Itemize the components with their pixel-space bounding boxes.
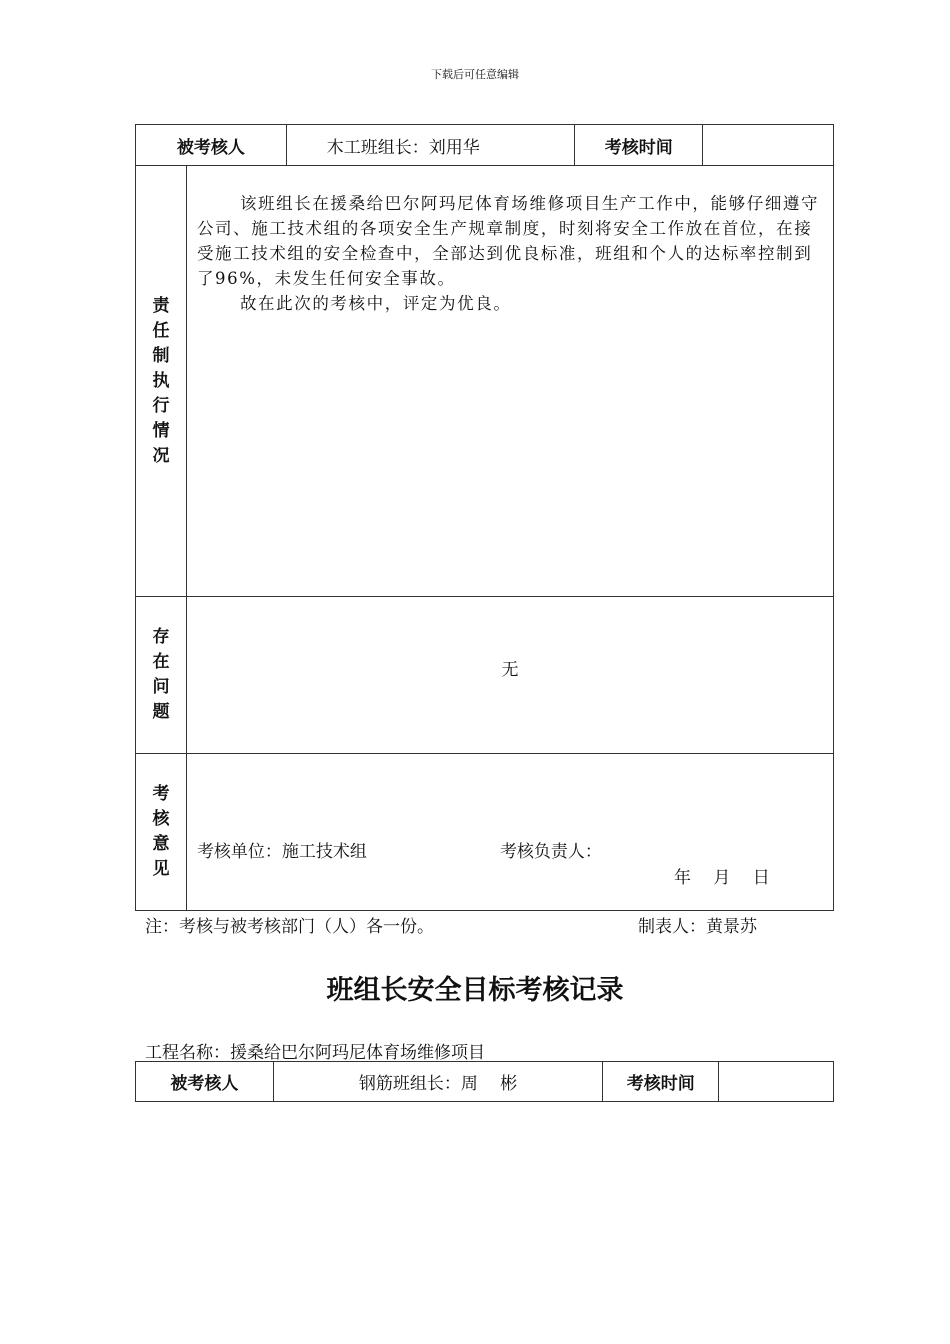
responsibility-paragraph-1: 该班组长在援桑给巴尔阿玛尼体育场维修项目生产工作中，能够仔细遵守公司、施工技术组的各项安全生产规章制度，时刻将安全工作放在首位，在接受施工技术组的安全检查中，全部达到优良标准，班组和个人的达标率控制到了96%，未发生任何安全事故。 — [196, 194, 820, 288]
assessment-table-2 — [135, 1061, 834, 1102]
header-note: 下载后可任意编辑 — [431, 68, 519, 81]
examinee-row — [136, 125, 834, 166]
assessment-table-1 — [135, 124, 834, 911]
assessment-date: 年 月 日 — [673, 867, 770, 888]
responsibility-paragraph-2: 故在此次的考核中，评定为优良。 — [239, 294, 512, 313]
issues-value: 无 — [186, 597, 833, 754]
opinion-content — [186, 754, 833, 911]
assessment-responsible: 考核负责人： — [499, 841, 602, 862]
project-name: 工程名称：援桑给巴尔阿玛尼体育场维修项目 — [145, 1043, 485, 1063]
assessment-unit: 考核单位：施工技术组 — [196, 841, 367, 862]
record-title: 班组长安全目标考核记录 — [326, 975, 624, 1006]
examinee-row-2 — [136, 1062, 834, 1102]
assessment-time-value-2 — [719, 1062, 834, 1102]
responsibility-label: 责 任 制 执 行 情 况 — [136, 166, 187, 597]
examinee-value: 木工班组长：刘用华 — [286, 125, 575, 166]
responsibility-row — [136, 166, 834, 597]
assessment-time-label-2: 考核时间 — [603, 1062, 719, 1102]
responsibility-content — [186, 166, 833, 597]
examinee-label: 被考核人 — [136, 125, 287, 166]
issues-row — [136, 597, 834, 754]
opinion-row — [136, 754, 834, 911]
assessment-time-value — [703, 125, 834, 166]
examinee-label-2: 被考核人 — [136, 1062, 274, 1102]
preparer: 制表人：黄景苏 — [638, 917, 757, 937]
assessment-time-label: 考核时间 — [575, 125, 703, 166]
issues-label: 存 在 问 题 — [136, 597, 187, 754]
examinee-value-2: 钢筋班组长：周 彬 — [273, 1062, 603, 1102]
opinion-label: 考 核 意 见 — [136, 754, 187, 911]
copy-note: 注：考核与被考核部门（人）各一份。 — [145, 917, 434, 937]
